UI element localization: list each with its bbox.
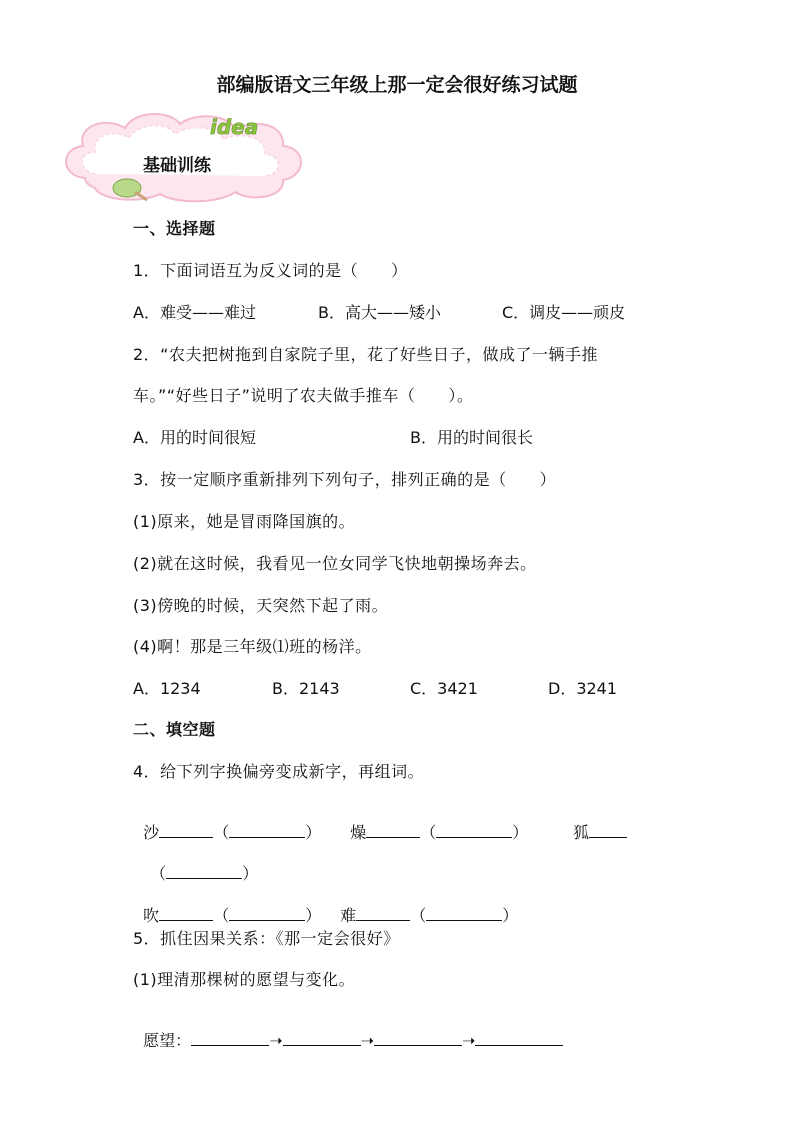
arrow-icon: ➝ xyxy=(360,1031,374,1050)
char-blank[interactable] xyxy=(589,823,627,838)
q1-option-a: A．难受——难过 xyxy=(133,303,256,322)
question-4-stem: 4．给下列字换偏旁变成新字，再组词。 xyxy=(133,762,425,781)
wish-blank-4[interactable] xyxy=(475,1031,563,1046)
section-heading-fill: 二、填空题 xyxy=(133,720,216,739)
char-blank[interactable] xyxy=(366,823,420,838)
word-blank[interactable] xyxy=(229,906,305,921)
arrow-icon: ➝ xyxy=(269,1031,283,1050)
fill-char: 燥 xyxy=(350,823,367,842)
q3-option-d: D．3241 xyxy=(548,679,618,698)
question-1-stem: 1．下面词语互为反义词的是（ ） xyxy=(133,261,408,280)
fill-char: 吹 xyxy=(143,906,160,925)
q1-option-b: B．高大——矮小 xyxy=(318,303,441,322)
question-3-stem: 3．按一定顺序重新排列下列句子，排列正确的是（ ） xyxy=(133,470,557,489)
wish-label: 愿望： xyxy=(143,1031,192,1050)
arrow-icon: ➝ xyxy=(462,1031,476,1050)
fill-char: 沙 xyxy=(143,823,160,842)
word-blank[interactable] xyxy=(426,906,502,921)
paren-close: ） xyxy=(512,823,529,842)
q5-sub-question-1: (1)理清那棵树的愿望与变化。 xyxy=(133,970,356,989)
word-blank[interactable] xyxy=(436,823,512,838)
char-blank[interactable] xyxy=(356,906,410,921)
paren-close: ） xyxy=(305,823,322,842)
q3-option-b: B．2143 xyxy=(272,679,340,698)
fill-item-chui xyxy=(133,884,321,926)
paren-close: ） xyxy=(305,906,322,925)
paren-close: ） xyxy=(502,906,519,925)
paren-open: （ xyxy=(150,864,167,883)
wish-blank-2[interactable] xyxy=(283,1031,361,1046)
wish-blank-3[interactable] xyxy=(374,1031,462,1046)
section-heading-choice: 一、选择题 xyxy=(133,219,216,238)
q3-sentence-1: (1)原来，她是冒雨降国旗的。 xyxy=(133,512,356,531)
q3-sentence-4: (4)啊！那是三年级⑴班的杨洋。 xyxy=(133,637,372,656)
word-blank[interactable] xyxy=(229,823,305,838)
fill-item-nan xyxy=(330,884,518,926)
q2-option-a: A．用的时间很短 xyxy=(133,428,256,447)
word-blank[interactable] xyxy=(166,864,242,879)
q1-option-c: C．调皮——顽皮 xyxy=(502,303,626,322)
idea-logo-text: idea xyxy=(210,115,259,139)
wish-blank-1[interactable] xyxy=(191,1031,269,1046)
char-blank[interactable] xyxy=(159,906,213,921)
question-5-stem: 5．抓住因果关系：《那一定会很好》 xyxy=(133,929,400,948)
q3-option-c: C．3421 xyxy=(410,679,478,698)
q3-sentence-2: (2)就在这时候，我看见一位女同学飞快地朝操场奔去。 xyxy=(133,554,537,573)
banner-label: 基础训练 xyxy=(143,156,211,176)
fill-char: 难 xyxy=(340,906,357,925)
paren-close: ） xyxy=(242,864,259,883)
fill-item-zao xyxy=(340,801,528,843)
question-2-stem-line1: 2．“农夫把树拖到自家院子里，花了好些日子，做成了一辆手推 xyxy=(133,345,598,364)
char-blank[interactable] xyxy=(159,823,213,838)
q2-option-b: B．用的时间很长 xyxy=(410,428,533,447)
fill-item-sha xyxy=(133,801,321,843)
paren-open: （ xyxy=(213,906,230,925)
fill-item-hu xyxy=(563,801,627,843)
q3-option-a: A．1234 xyxy=(133,679,201,698)
q3-sentence-3: (3)傍晚的时候，天突然下起了雨。 xyxy=(133,596,389,615)
page-title: 部编版语文三年级上那一定会很好练习试题 xyxy=(216,74,578,96)
question-2-stem-line2: 车。”“好些日子”说明了农夫做手推车（ ）。 xyxy=(133,386,474,405)
paren-open: （ xyxy=(410,906,427,925)
wish-chain xyxy=(133,1009,563,1051)
section-banner xyxy=(55,108,345,203)
fill-item-hu-word xyxy=(140,842,258,884)
paren-open: （ xyxy=(213,823,230,842)
fill-char: 狐 xyxy=(573,823,590,842)
paren-open: （ xyxy=(420,823,437,842)
